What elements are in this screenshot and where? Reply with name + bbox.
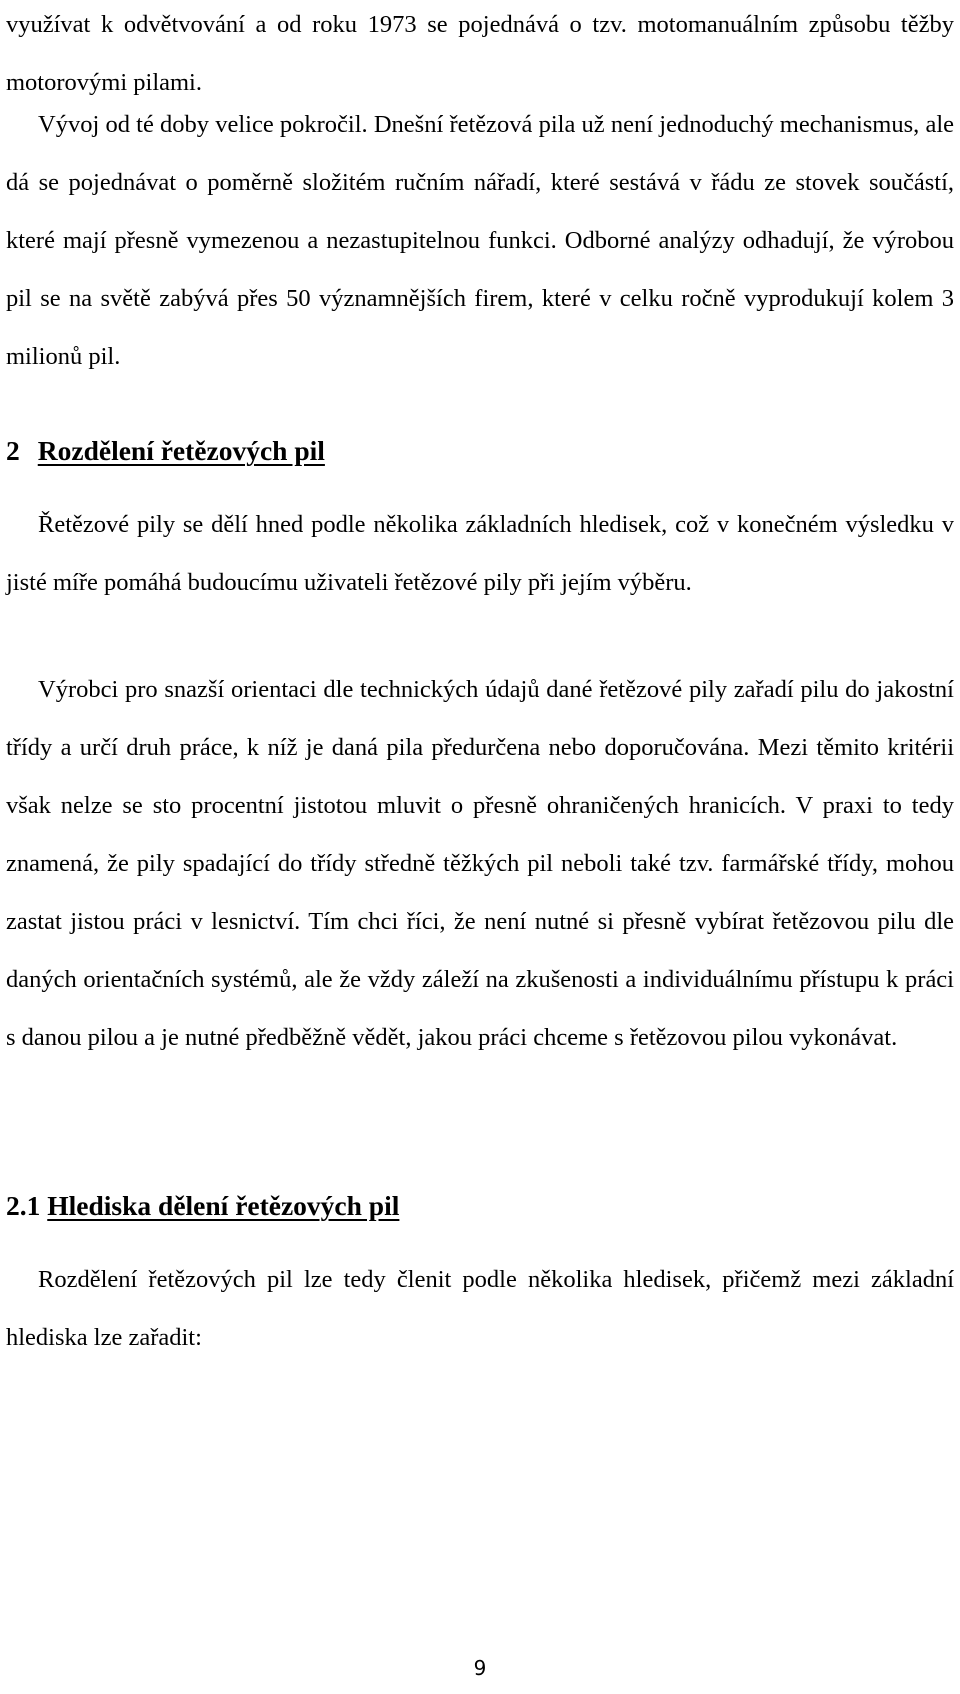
paragraph-continuation: využívat k odvětvování a od roku 1973 se pojednává o tzv. motomanuálním způsobu těžby motorovými pilami. <box>6 11 954 96</box>
paragraph-development: Vývoj od té doby velice pokročil. Dnešní řetězová pila už není jednoduchý mechanismus, ale dá se pojednávat o poměrně složitém ručním nářadí, které sestává v řádu ze stovek součástí, které mají přesně vymezenou a nezastupitelnou funkci. Odborné analýzy odhadují, že výrobou pil se na světě zabývá přes 50 významnějších firem, které v celku ročně vyprodukují kolem 3 milionů pil. <box>6 111 954 370</box>
paragraph-division-intro: Řetězové pily se dělí hned podle několika základních hledisek, což v konečném výsledku v jisté míře pomáhá budoucímu uživateli řetězové pily při jejím výběru. <box>6 511 954 596</box>
paragraph-manufacturers: Výrobci pro snazší orientaci dle technických údajů dané řetězové pily zařadí pilu do jakostní třídy a určí druh práce, k níž je daná pila předurčena nebo doporučována. Mezi těmito kritérii však nelze se sto procentní jistotou mluvit o přesně ohraničených hranicích. V praxi to tedy znamená, že pily spadající do třídy středně těžkých pil neboli také tzv. farmářské třídy, mohou zastat jistou práci v lesnictví. Tím chci říci, že není nutné si přesně vybírat řetězovou pilu dle daných orientačních systémů, ale že vždy záleží na zkušenosti a individuálnímu přístupu k práci s danou pilou a je nutné předběžně vědět, jakou práci chceme s řetězovou pilou vykonávat. <box>6 676 954 1051</box>
section-heading-2 <box>6 431 325 471</box>
section-number: 2 <box>6 435 20 466</box>
subsection-title: Hlediska dělení řetězových pil <box>47 1190 400 1221</box>
paragraph-criteria: Rozdělení řetězových pil lze tedy členit podle několika hledisek, přičemž mezi základní hlediska lze zařadit: <box>6 1266 954 1351</box>
subsection-number: 2.1 <box>6 1190 41 1221</box>
page-number: 9 <box>473 1656 487 1680</box>
subsection-heading-2-1 <box>6 1186 399 1226</box>
section-title: Rozdělení řetězových pil <box>37 435 325 466</box>
